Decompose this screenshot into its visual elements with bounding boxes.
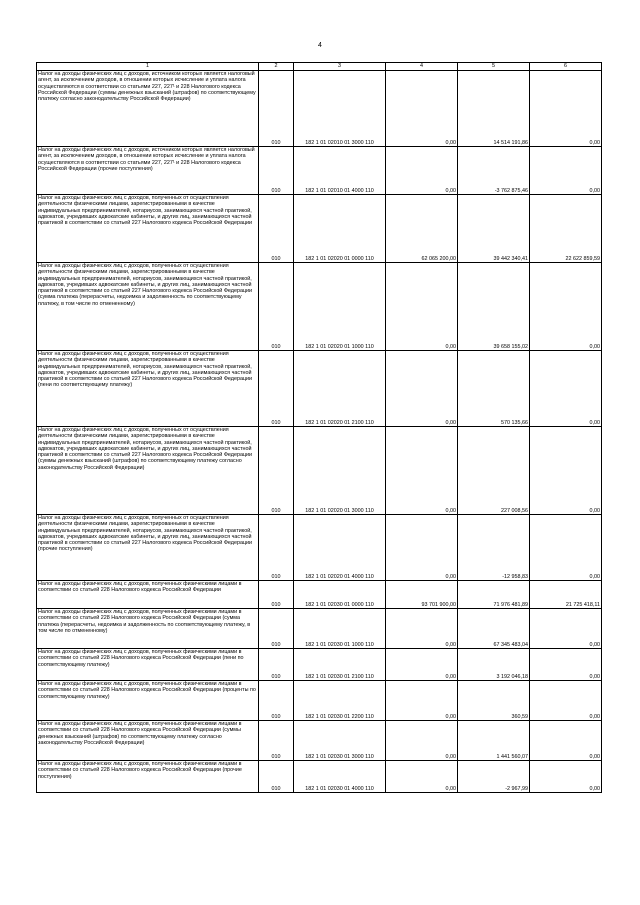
- income-name-cell: Налог на доходы физических лиц с доходов, полученных от осуществления деятельности физическими лицами, зарегистрированными в качестве индивидуальных предпринимателей, нотариусов, занимающихся частной практикой, адвокатов, учредивших адвокатские кабинеты, и других лиц, занимающихся частной практикой в соответствии со статьей 227 Налогового кодекса Российской Федерации (прочие поступления): [37, 515, 259, 581]
- budget-code-cell: 182 1 01 02030 01 1000 110: [294, 609, 386, 649]
- unexecuted-amount-cell: 0,00: [530, 147, 602, 195]
- table-body: [37, 71, 602, 793]
- line-code-cell: 010: [259, 263, 294, 351]
- approved-amount-cell: 0,00: [386, 71, 458, 147]
- budget-code-cell: 182 1 01 02020 01 0000 110: [294, 195, 386, 263]
- income-name-cell: Налог на доходы физических лиц с доходов, полученных физическими лицами в соответствии со статьей 228 Налогового кодекса Российской Федерации (сумма платежа (перерасчеты, недоимка и задолженность по соответствующему платежу, в том числе по отмененному): [37, 609, 259, 649]
- line-code-cell: 010: [259, 71, 294, 147]
- line-code-cell: 010: [259, 609, 294, 649]
- line-code-cell: 010: [259, 681, 294, 721]
- unexecuted-amount-cell: 0,00: [530, 515, 602, 581]
- table-row: [37, 147, 602, 195]
- unexecuted-amount-cell: 0,00: [530, 427, 602, 515]
- income-name-cell: Налог на доходы физических лиц с доходов, источником которых является налоговый агент, за исключением доходов, в отношении которых исчисление и уплата налога осуществляются в соответствии со статьями 227, 227¹ и 228 Налогового кодекса Российской Федерации (прочие поступления): [37, 147, 259, 195]
- income-name-cell: Налог на доходы физических лиц с доходов, полученных физическими лицами в соответствии со статьей 228 Налогового кодекса Российской Федерации (пени по соответствующему платежу): [37, 649, 259, 681]
- table-row: [37, 427, 602, 515]
- unexecuted-amount-cell: 0,00: [530, 263, 602, 351]
- column-header: 3: [294, 63, 386, 71]
- executed-amount-cell: 14 514 191,86: [458, 71, 530, 147]
- approved-amount-cell: 0,00: [386, 263, 458, 351]
- table-header-row: [37, 63, 602, 71]
- table-row: [37, 581, 602, 609]
- unexecuted-amount-cell: 0,00: [530, 721, 602, 761]
- unexecuted-amount-cell: 0,00: [530, 681, 602, 721]
- column-header: 4: [386, 63, 458, 71]
- executed-amount-cell: 39 442 340,41: [458, 195, 530, 263]
- executed-amount-cell: 67 345 483,04: [458, 609, 530, 649]
- budget-code-cell: 182 1 01 02020 01 1000 110: [294, 263, 386, 351]
- line-code-cell: 010: [259, 761, 294, 793]
- line-code-cell: 010: [259, 147, 294, 195]
- unexecuted-amount-cell: 0,00: [530, 351, 602, 427]
- income-name-cell: Налог на доходы физических лиц с доходов, полученных от осуществления деятельности физическими лицами, зарегистрированными в качестве индивидуальных предпринимателей, нотариусов, занимающихся частной практикой, адвокатов, учредивших адвокатские кабинеты, и других лиц, занимающихся частной практикой в соответствии со статьей 227 Налогового кодекса Российской Федерации (сумма платежа (перерасчеты, недоимка и задолженность по соответствующему платежу, в том числе по отмененному): [37, 263, 259, 351]
- line-code-cell: 010: [259, 351, 294, 427]
- budget-code-cell: 182 1 01 02030 01 0000 110: [294, 581, 386, 609]
- income-name-cell: Налог на доходы физических лиц с доходов, полученных от осуществления деятельности физическими лицами, зарегистрированными в качестве индивидуальных предпринимателей, нотариусов, занимающихся частной практикой, адвокатов, учредивших адвокатские кабинеты, и других лиц, занимающихся частной практикой в соответствии со статьей 227 Налогового кодекса Российской Федерации: [37, 195, 259, 263]
- table-row: [37, 649, 602, 681]
- column-header: 5: [458, 63, 530, 71]
- line-code-cell: 010: [259, 649, 294, 681]
- unexecuted-amount-cell: 0,00: [530, 71, 602, 147]
- approved-amount-cell: 93 701 900,00: [386, 581, 458, 609]
- unexecuted-amount-cell: 21 725 418,11: [530, 581, 602, 609]
- line-code-cell: 010: [259, 427, 294, 515]
- executed-amount-cell: 1 441 560,07: [458, 721, 530, 761]
- budget-code-cell: 182 1 01 02010 01 4000 110: [294, 147, 386, 195]
- budget-code-cell: 182 1 01 02020 01 2100 110: [294, 351, 386, 427]
- column-header: 1: [37, 63, 259, 71]
- table-row: [37, 263, 602, 351]
- income-name-cell: Налог на доходы физических лиц с доходов, полученных физическими лицами в соответствии со статьей 228 Налогового кодекса Российской Федерации (суммы денежных взысканий (штрафов) по соответствующему платежу согласно законодательству Российской Федерации): [37, 721, 259, 761]
- approved-amount-cell: 0,00: [386, 721, 458, 761]
- table-row: [37, 515, 602, 581]
- line-code-cell: 010: [259, 515, 294, 581]
- table-row: [37, 761, 602, 793]
- budget-code-cell: 182 1 01 02030 01 3000 110: [294, 721, 386, 761]
- revenue-table: [36, 62, 602, 793]
- budget-code-cell: 182 1 01 02020 01 4000 110: [294, 515, 386, 581]
- budget-code-cell: 182 1 01 02010 01 3000 110: [294, 71, 386, 147]
- income-name-cell: Налог на доходы физических лиц с доходов, полученных физическими лицами в соответствии со статьей 228 Налогового кодекса Российской Федерации: [37, 581, 259, 609]
- table-row: [37, 351, 602, 427]
- column-header: 6: [530, 63, 602, 71]
- income-name-cell: Налог на доходы физических лиц с доходов, полученных физическими лицами в соответствии со статьей 228 Налогового кодекса Российской Федерации (прочие поступления): [37, 761, 259, 793]
- table-row: [37, 609, 602, 649]
- income-name-cell: Налог на доходы физических лиц с доходов, полученных физическими лицами в соответствии со статьей 228 Налогового кодекса Российской Федерации (проценты по соответствующему платежу): [37, 681, 259, 721]
- executed-amount-cell: 71 976 481,89: [458, 581, 530, 609]
- approved-amount-cell: 62 065 200,00: [386, 195, 458, 263]
- executed-amount-cell: 570 135,66: [458, 351, 530, 427]
- approved-amount-cell: 0,00: [386, 609, 458, 649]
- budget-code-cell: 182 1 01 02030 01 4000 110: [294, 761, 386, 793]
- line-code-cell: 010: [259, 581, 294, 609]
- unexecuted-amount-cell: 22 622 859,59: [530, 195, 602, 263]
- approved-amount-cell: 0,00: [386, 681, 458, 721]
- approved-amount-cell: 0,00: [386, 427, 458, 515]
- income-name-cell: Налог на доходы физических лиц с доходов, полученных от осуществления деятельности физическими лицами, зарегистрированными в качестве индивидуальных предпринимателей, нотариусов, занимающихся частной практикой, адвокатов, учредивших адвокатские кабинеты, и других лиц, занимающихся частной практикой в соответствии со статьей 227 Налогового кодекса Российской Федерации (пени по соответствующему платежу): [37, 351, 259, 427]
- approved-amount-cell: 0,00: [386, 147, 458, 195]
- table-row: [37, 721, 602, 761]
- table-row: [37, 71, 602, 147]
- budget-code-cell: 182 1 01 02030 01 2200 110: [294, 681, 386, 721]
- executed-amount-cell: 227 008,56: [458, 427, 530, 515]
- line-code-cell: 010: [259, 195, 294, 263]
- income-name-cell: Налог на доходы физических лиц с доходов, полученных от осуществления деятельности физическими лицами, зарегистрированными в качестве индивидуальных предпринимателей, нотариусов, занимающихся частной практикой, адвокатов, учредивших адвокатские кабинеты, и других лиц, занимающихся частной практикой в соответствии со статьей 227 Налогового кодекса Российской Федерации (суммы денежных взысканий (штрафов) по соответствующему платежу согласно законодательству Российской Федерации): [37, 427, 259, 515]
- approved-amount-cell: 0,00: [386, 649, 458, 681]
- page-number: 4: [318, 42, 322, 49]
- table-row: [37, 195, 602, 263]
- executed-amount-cell: 39 658 155,02: [458, 263, 530, 351]
- approved-amount-cell: 0,00: [386, 515, 458, 581]
- unexecuted-amount-cell: 0,00: [530, 609, 602, 649]
- budget-code-cell: 182 1 01 02020 01 3000 110: [294, 427, 386, 515]
- column-header: 2: [259, 63, 294, 71]
- approved-amount-cell: 0,00: [386, 761, 458, 793]
- unexecuted-amount-cell: 0,00: [530, 649, 602, 681]
- executed-amount-cell: -12 958,83: [458, 515, 530, 581]
- approved-amount-cell: 0,00: [386, 351, 458, 427]
- income-name-cell: Налог на доходы физических лиц с доходов, источником которых является налоговый агент, за исключением доходов, в отношении которых исчисление и уплата налога осуществляются в соответствии со статьями 227, 227¹ и 228 Налогового кодекса Российской Федерации (суммы денежных взысканий (штрафов) по соответствующему платежу согласно законодательству Российской Федерации): [37, 71, 259, 147]
- executed-amount-cell: 360,59: [458, 681, 530, 721]
- line-code-cell: 010: [259, 721, 294, 761]
- budget-code-cell: 182 1 01 02030 01 2100 110: [294, 649, 386, 681]
- executed-amount-cell: 3 192 046,18: [458, 649, 530, 681]
- executed-amount-cell: -2 967,99: [458, 761, 530, 793]
- table-row: [37, 681, 602, 721]
- unexecuted-amount-cell: 0,00: [530, 761, 602, 793]
- executed-amount-cell: -3 762 875,46: [458, 147, 530, 195]
